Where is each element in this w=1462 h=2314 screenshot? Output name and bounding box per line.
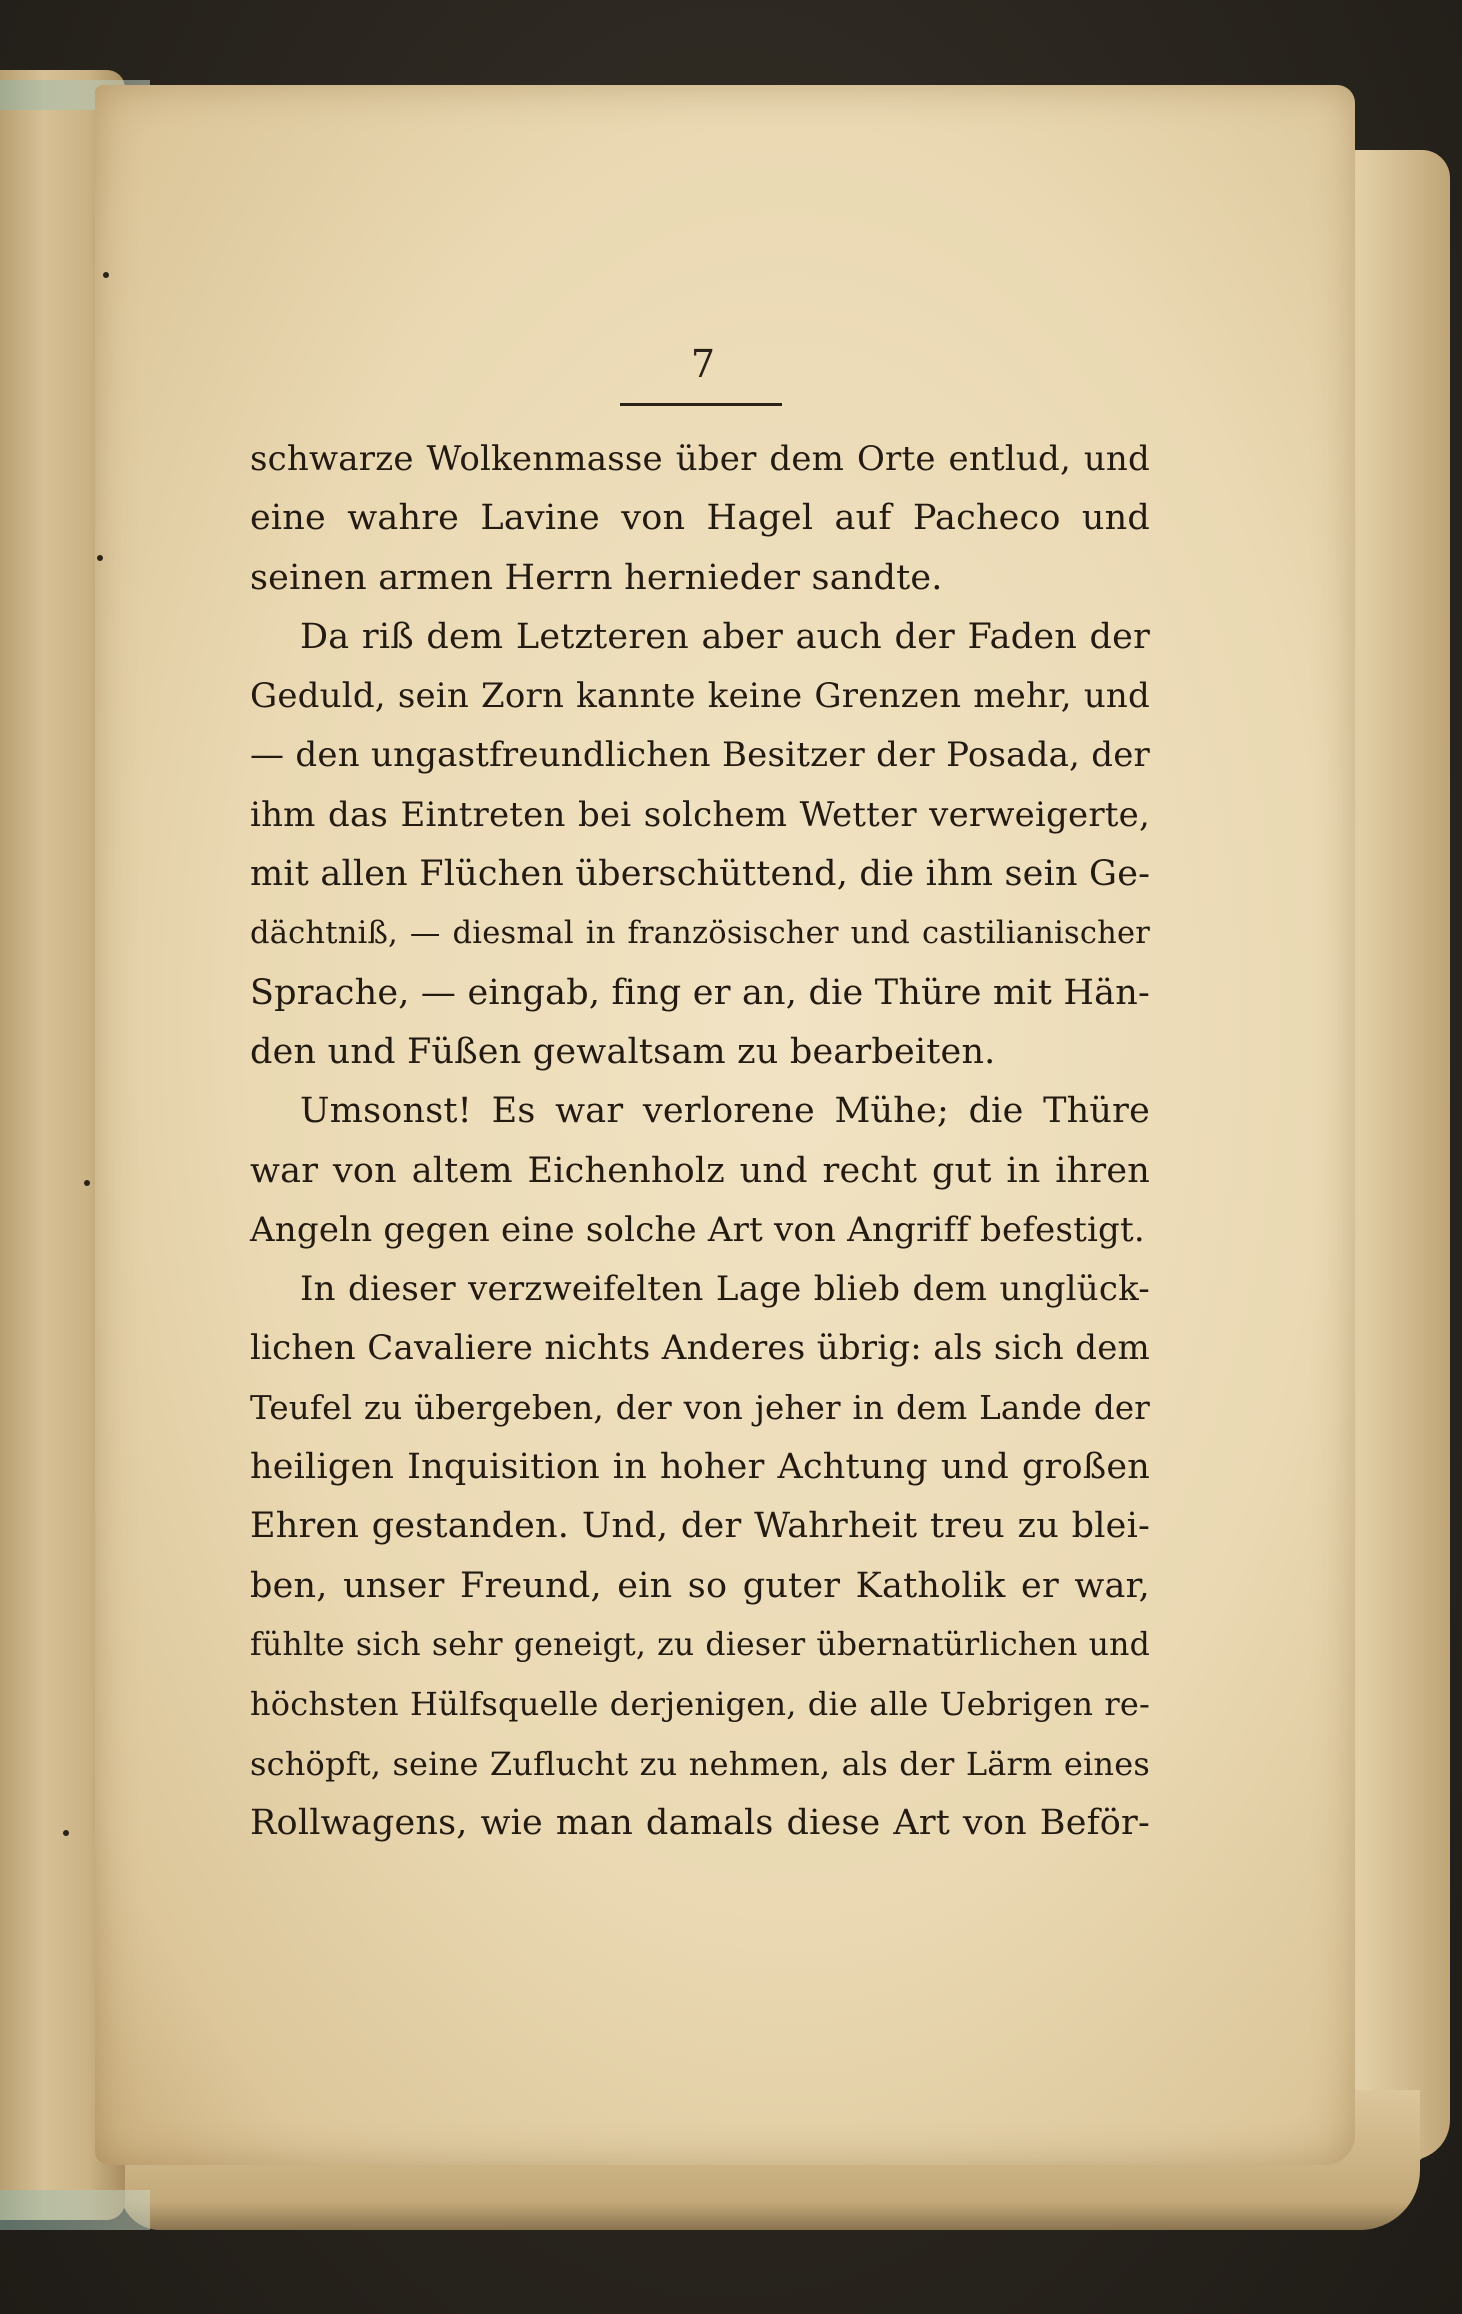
page-number: 7 — [690, 342, 716, 386]
margin-mark — [84, 1180, 90, 1186]
text-line: war von altem Eichenholz und recht gut in ihren — [250, 1150, 1150, 1191]
text-line: In dieser verzweifelten Lage blieb dem unglück- — [300, 1269, 1150, 1310]
text-line: eine wahre Lavine von Hagel auf Pacheco und — [250, 498, 1150, 539]
text-line: Umsonst! Es war verlorene Mühe; die Thüre — [300, 1091, 1150, 1132]
text-line: ihm das Eintreten bei solchem Wetter verweigerte, — [250, 794, 1150, 835]
text-line: Da riß dem Letzteren aber auch der Faden der — [300, 616, 1150, 657]
text-line: — den ungastfreundlichen Besitzer der Posada, der — [250, 735, 1150, 776]
text-line: seinen armen Herrn hernieder sandte. — [250, 557, 943, 598]
text-line: ben, unser Freund, ein so guter Katholik er war, — [250, 1565, 1150, 1606]
text-line: Rollwagens, wie man damals diese Art von Beför- — [250, 1802, 1150, 1843]
text-line: lichen Cavaliere nichts Anderes übrig: als sich dem — [250, 1328, 1150, 1369]
text-line: Ehren gestanden. Und, der Wahrheit treu zu blei- — [250, 1506, 1150, 1547]
text-line: heiligen Inquisition in hoher Achtung und großen — [250, 1447, 1150, 1488]
text-line: Geduld, sein Zorn kannte keine Grenzen mehr, und — [250, 676, 1150, 717]
text-line: Teufel zu übergeben, der von jeher in dem Lande der — [250, 1388, 1150, 1427]
text-line: mit allen Flüchen überschüttend, die ihm sein Ge- — [250, 854, 1151, 895]
page-number-rule — [620, 403, 782, 406]
text-line: höchsten Hülfsquelle derjenigen, die alle Uebrigen re- — [250, 1685, 1150, 1724]
text-line: Angeln gegen eine solche Art von Angriff befestigt. — [250, 1209, 1145, 1250]
text-line: Sprache, — eingab, fing er an, die Thüre mit Hän- — [250, 972, 1150, 1013]
text-line: schöpft, seine Zuflucht zu nehmen, als der Lärm eines — [250, 1744, 1150, 1783]
binding-strip — [0, 2190, 150, 2230]
text-line: den und Füßen gewaltsam zu bearbeiten. — [250, 1031, 996, 1072]
margin-mark — [97, 555, 103, 561]
margin-mark — [63, 1830, 69, 1836]
body-text — [250, 430, 1150, 1853]
text-line: fühlte sich sehr geneigt, zu dieser übernatürlichen und — [250, 1626, 1150, 1663]
text-line: dächtniß, — diesmal in französischer und castilianischer — [250, 916, 1150, 952]
text-line: schwarze Wolkenmasse über dem Orte entlud, und — [250, 439, 1150, 479]
margin-mark — [103, 272, 109, 278]
